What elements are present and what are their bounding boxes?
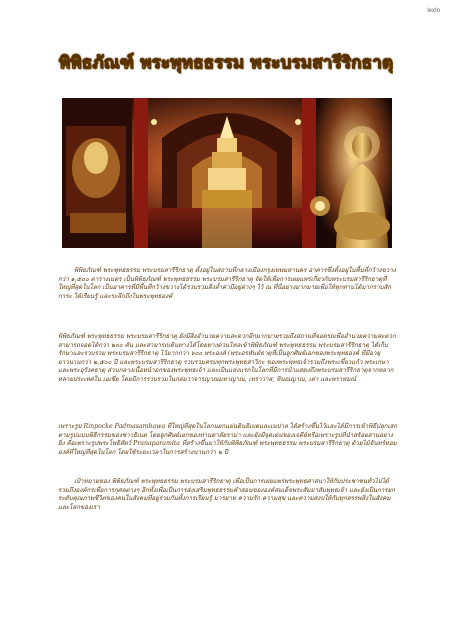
header-tag: lexIn — [427, 8, 440, 14]
paragraph-goals: เป้าหมายของ พิพิธภัณฑ์ พระพุทธธรรม พระบรมสารีริกธาตุ เพื่อเป็นการเผยแพร่พระพุทธศาสนาให้กับประชาชนทั่วไปได้ รวมถึงองค์กรเพื่อการกุศลต่างๆ อีกทั้งเพื่อเป็นการส่งเสริมพุทธธรรมคำสอนขององค์สมเด็จพระสัมมาสัมพุทธเจ้า และยังเป็นการยกระดับคุณภาพชีวิตของคนในสังคมที่อยู่ร่วมกันทั้งการเรียนรู้ มารยาท ความรัก ความสุข และความสงบให้กับทุกสรรพสิ่งในสังคมและโลกของเรา — [58, 478, 395, 511]
paragraph-statues: เพราะรูป Rinpocke Padmasambawa ที่ใหญ่ที่สุดในโลกนอกแผ่นดินธิเบตและเนปาล ได้สร้างขึ้นไว้และได้มีการเข้าพิธีปลุกเสกตามรูปแบบพิธีกรรมของชาวธิเบต โดยลูกศิษย์เอกของท่านดาลัยราม่า และยังมีจุดเด่นของเจดีย์หรือเพราะรูปที่นำสร้อยสานอย่างยิ่ง คือเพราะรูปพระโพธิสัตว์ Pranaparamita ที่สร้างขึ้นมาให้กับพิพิธภัณฑ์ พระพุทธธรรม พระบรมสารีริกธาตุ ด้วยไม้จันทร์หอมองค์ที่ใหญ่ที่สุดในโลก โดยใช้ระยะเวลาในการสร้างนานกว่า ๒ ปี — [58, 423, 398, 456]
museum-interior-photo — [62, 98, 392, 248]
paragraph-intro: พิพิธภัณฑ์ พระพุทธธรรม พระบรมสารีริกธาตุ ตั้งอยู่ในสถานที่กลางเมืองกรุงเทพมหานคร อาคารซึ่งตั้งอยู่ในพื้นที่กว้างขวางกว่า ๑,๕๐๐ ตารางเมตร เป็นพิพิธภัณฑ์ พระพุทธธรรม พระบรมสารีริกธาตุ จัดให้เพื่อการเผยแพร่เกี่ยวกับพระบรมสารีริกธาตุที่ใหญ่ที่สุดในโลก เป็นอาคารที่มีพื้นที่กว้างขวางได้รวบรวมสิ่งล้ำค่ามีอยู่ต่างๆ ไว้ ณ ที่นี่อย่างมากมายเพื่อให้ทุกท่านได้มากราบสักการะ ได้เรียนรู้ และระลึกถึงในพระพุทธองค์ — [58, 267, 396, 300]
paragraph-facilities: พิพิธภัณฑ์ พระพุทธธรรม พระบรมสารีริกธาตุ ยังมีสิ่งอำนวยความสะดวกอีกมากมายรวมถึงสถานที่จอดรถเพื่ออำนวยความสะดวก สามารถจอดได้กว่า ๒๐๐ คัน และสามารถเดินทางได้โดยทางด่วนไหลเข้าพิพิธภัณฑ์ พระพุทธธรรม พระบรมสารีริกธาตุ ได้เก็บรักษาและรวบรวม พระบรมสารีริกธาตุ ไว้มากกว่า ๖๐๐ พระองค์ (พระอรหันต์ธาตุที่เป็นลูกศิษย์เอกของพระพุทธองค์ ที่มีอายุยาวนานกว่า ๒,๕๐๐ ปี และพระบรมสารีริกธาตุ รวบรวมครบทุกพระพุทธสาวิกะ ของพระพุทธเจ้ารวมถึงพระเขี้ยวแก้ว พระเกษาและพระอุรังคธาตุ ส่วนกลางเนื้อหน้าอกของพระพุทธเจ้า และเป็นแห่งแรกในโลกที่มีการนำแสดงถึงพระบรมสารีริกธาตุจากหลากหลายประเทศใน เอเชีย โดยมีการรวบรวมในกล่มวาจารญาณมหาญาณ, เทราวาส, หินณญาณ, เต่า และพราหมณ์ — [58, 333, 396, 383]
page-title: พิพิธภัณฑ์ พระพุทธธรรม พระบรมสารีริกธาตุ — [58, 53, 394, 73]
